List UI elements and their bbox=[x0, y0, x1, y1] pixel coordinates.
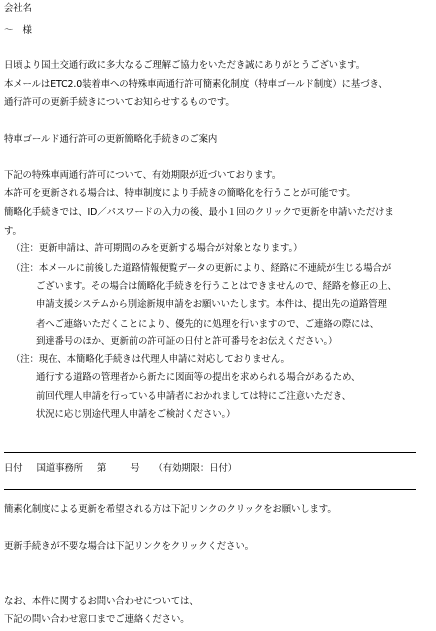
permit-number-prefix: 第 bbox=[96, 463, 107, 474]
company-name: 会社名 bbox=[4, 3, 32, 14]
contact-line-2: 下記の問い合わせ窓口までご連絡ください。 bbox=[4, 614, 190, 625]
note-2-line-2: ございます。その場合は簡略化手続きを行うことはできませんので、経路を修正の上、 bbox=[36, 281, 397, 292]
permit-number-suffix: 号 bbox=[130, 463, 140, 474]
note-2-line-5: 到達番号のほか、更新前の許可証の日付と許可番号をお伝えください。） bbox=[36, 336, 338, 347]
note-3-line-2: 通行する道路の管理者から新たに図面等の提出を求められる場合があるため、 bbox=[36, 372, 361, 383]
divider-top bbox=[4, 452, 416, 453]
note-3-line-4: 状況に応じ別途代理人申請をご検討ください。） bbox=[36, 409, 236, 420]
body-paragraph-3: 簡略化手続きでは、ID／パスワードの入力の後、最小１回のクリックで更新を申請いただけま bbox=[4, 207, 394, 218]
contact-line-1: なお、本件に関するお問い合わせについては、 bbox=[4, 596, 199, 607]
note-2-line-3: 申請支援システムから別途新規申請をお願いいたします。本件は、提出先の道路管理 bbox=[36, 299, 387, 310]
body-paragraph-3-cont: す。 bbox=[4, 226, 22, 237]
intro-line-1: 日頃より国土交通行政に多大なるご理解ご協力をいただき誠にありがとうございます。 bbox=[4, 60, 365, 71]
note-3-line-1: （注：現在、本簡略化手続きは代理人申請に対応しておりません。 bbox=[11, 354, 290, 365]
permit-reference bbox=[4, 464, 237, 473]
note-2-line-4: 者へご連絡いただくことにより、優先的に処理を行いますので、ご連絡の際には、 bbox=[36, 319, 379, 330]
permit-date: 日付 bbox=[4, 463, 23, 474]
permit-validity: （有効期限：日付） bbox=[153, 463, 237, 474]
permit-office: 国道事務所 bbox=[36, 463, 83, 474]
recipient-name: ～ 様 bbox=[4, 25, 32, 36]
intro-line-3: 通行許可の更新手続きについてお知らせするものです。 bbox=[4, 97, 235, 108]
renew-instruction: 簡素化制度による更新を希望される方は下記リンクのクリックをお願いします。 bbox=[4, 504, 337, 515]
no-renew-instruction: 更新手続きが不要な場合は下記リンクをクリックください。 bbox=[4, 541, 254, 552]
note-2-line-1: （注：本メールに前後した道路情報便覧データの更新により、経路に不連続が生じる場合が bbox=[11, 263, 392, 274]
note-1: （注：更新申請は、許可期間のみを更新する場合が対象となります。） bbox=[11, 243, 303, 254]
body-paragraph-1: 下記の特殊車両通行許可について、有効期限が近づいております。 bbox=[4, 170, 282, 181]
intro-line-2: 本メールはETC2.0装着車への特殊車両通行許可簡素化制度（特車ゴールド制度）に基づき、 bbox=[4, 79, 388, 90]
note-3-line-3: 前回代理人申請を行っている申請者におかれましては特にご注意いただき、 bbox=[36, 391, 351, 402]
divider-bottom bbox=[4, 489, 416, 490]
subject-heading: 特車ゴールド通行許可の更新簡略化手続きのご案内 bbox=[4, 134, 218, 145]
body-paragraph-2: 本許可を更新される場合は、特車制度により手続きの簡略化を行うことが可能です。 bbox=[4, 188, 356, 199]
